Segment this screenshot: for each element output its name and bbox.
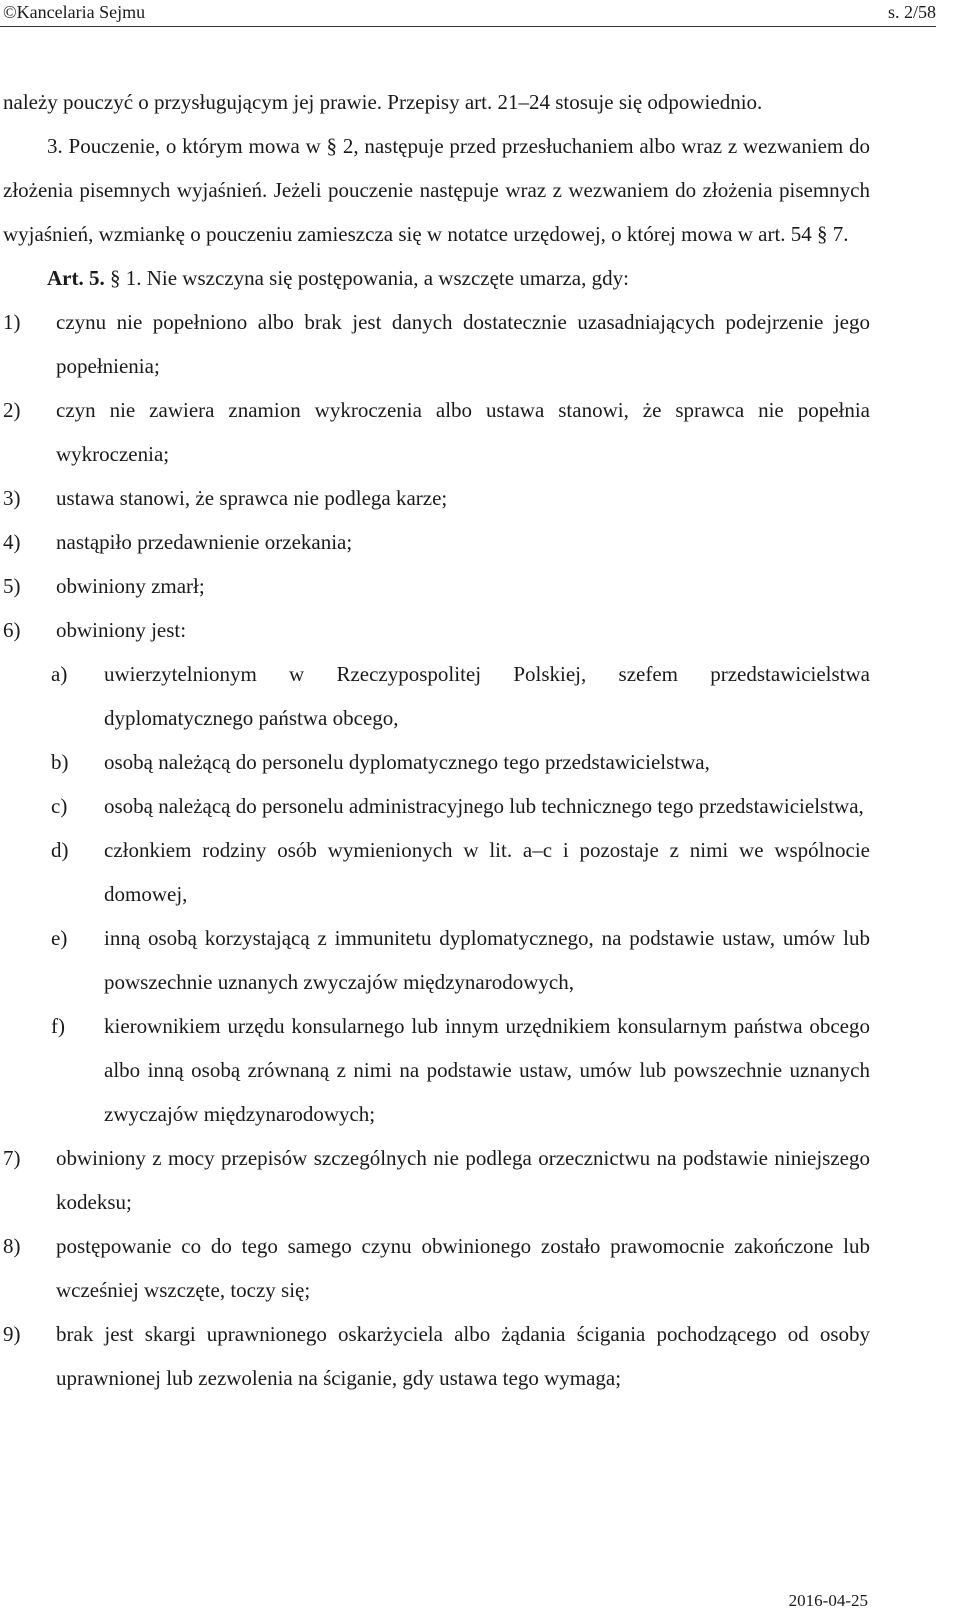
paragraph-continuation: należy pouczyć o przysługującym jej prawie. Przepisy art. 21–24 stosuje się odpowiednio. — [3, 90, 763, 114]
subitem-letter: a) — [51, 662, 68, 686]
page-header — [0, 0, 960, 27]
item-number: 7) — [3, 1146, 21, 1170]
document-body — [3, 80, 870, 1400]
header-page-number: s. 2/58 — [887, 2, 936, 22]
paragraph-section-3: 3. Pouczenie, o którym mowa w § 2, następuje przed przesłuchaniem albo wraz z wezwaniem do złożenia pisemnych wyjaśnień. Jeżeli pouczenie następuje wraz z wezwaniem do złożenia pisemnych wyjaśnień, wzmiankę o pouczeniu zamieszcza się w notatce urzędowej, o której mowa w art. 54 § 7. — [3, 134, 870, 246]
subitem-letter: c) — [51, 794, 68, 818]
point-6-subitems — [3, 652, 870, 1136]
list-item — [3, 520, 870, 564]
list-item — [3, 608, 870, 652]
item-text: ustawa stanowi, że sprawca nie podlega karze; — [56, 486, 448, 510]
item-text: postępowanie co do tego samego czynu obwinionego zostało prawomocnie zakończone lub wcześniej wszczęte, toczy się; — [56, 1234, 870, 1302]
item-text: obwiniony jest: — [56, 618, 187, 642]
item-text: obwiniony z mocy przepisów szczególnych nie podlega orzecznictwu na podstawie niniejszego kodeksu; — [56, 1146, 870, 1214]
list-item — [3, 476, 870, 520]
item-number: 8) — [3, 1234, 21, 1258]
article-intro-text: § 1. Nie wszczyna się postępowania, a wszczęte umarza, gdy: — [104, 266, 629, 290]
subitem-text: inną osobą korzystającą z immunitetu dyplomatycznego, na podstawie ustaw, umów lub powszechnie uznanych zwyczajów międzynarodowych, — [104, 926, 870, 994]
sub-list-item — [3, 740, 870, 784]
sub-list-item — [3, 784, 870, 828]
item-text: nastąpiło przedawnienie orzekania; — [56, 530, 353, 554]
list-item — [3, 1312, 870, 1400]
sub-list-item — [3, 828, 870, 916]
subitem-text: kierownikiem urzędu konsularnego lub innym urzędnikiem konsularnym państwa obcego albo inną osobą zrównaną z nimi na podstawie ustaw, umów lub powszechnie uznanych zwyczajów międzynarodowych; — [104, 1014, 870, 1126]
item-number: 3) — [3, 486, 21, 510]
article-5-points-continued — [3, 1136, 870, 1400]
article-5-intro — [3, 256, 870, 300]
subitem-letter: f) — [51, 1014, 65, 1038]
item-number: 6) — [3, 618, 21, 642]
item-text: czynu nie popełniono albo brak jest danych dostatecznie uzasadniających podejrzenie jego popełnienia; — [56, 310, 870, 378]
item-number: 4) — [3, 530, 21, 554]
item-text: czyn nie zawiera znamion wykroczenia albo ustawa stanowi, że sprawca nie popełnia wykroczenia; — [56, 398, 870, 466]
footer-date: 2016-04-25 — [788, 1591, 868, 1610]
item-text: brak jest skargi uprawnionego oskarżyciela albo żądania ścigania pochodzącego od osoby uprawnionej lub zezwolenia na ściganie, gdy ustawa tego wymaga; — [56, 1322, 870, 1390]
item-number: 5) — [3, 574, 21, 598]
sub-list-item — [3, 1004, 870, 1136]
article-heading: Art. 5. — [47, 266, 105, 290]
subitem-letter: e) — [51, 926, 68, 950]
subitem-text: członkiem rodziny osób wymienionych w lit. a–c i pozostaje z nimi we wspólnocie domowej, — [104, 838, 870, 906]
subitem-text: uwierzytelnionym w Rzeczypospolitej Polskiej, szefem przedstawicielstwa dyplomatycznego państwa obcego, — [104, 662, 870, 730]
list-item — [3, 1224, 870, 1312]
list-item — [3, 388, 870, 476]
subitem-letter: d) — [51, 838, 69, 862]
header-source: ©Kancelaria Sejmu — [3, 2, 146, 22]
subitem-letter: b) — [51, 750, 69, 774]
article-5-points — [3, 300, 870, 652]
item-text: obwiniony zmarł; — [56, 574, 205, 598]
subitem-text: osobą należącą do personelu dyplomatycznego tego przedstawicielstwa, — [104, 750, 710, 774]
list-item — [3, 564, 870, 608]
subitem-text: osobą należącą do personelu administracyjnego lub technicznego tego przedstawicielstwa, — [104, 794, 864, 818]
sub-list-item — [3, 916, 870, 1004]
list-item — [3, 300, 870, 388]
sub-list-item — [3, 652, 870, 740]
item-number: 2) — [3, 398, 21, 422]
item-number: 9) — [3, 1322, 21, 1346]
item-number: 1) — [3, 310, 21, 334]
list-item — [3, 1136, 870, 1224]
header-divider — [0, 26, 936, 27]
